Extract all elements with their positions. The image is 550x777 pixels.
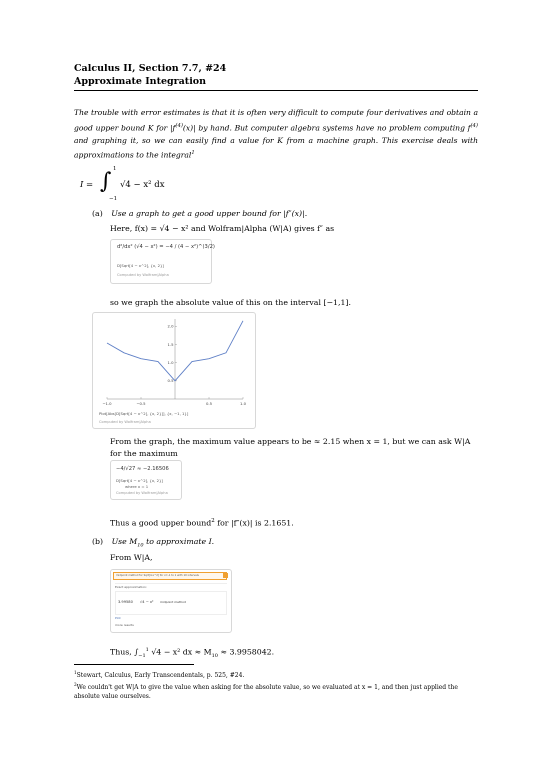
wolfram-result-derivative	[110, 239, 215, 284]
y-tick-label: 1.5	[167, 341, 174, 347]
wa3-plot-link[interactable]: Plot	[115, 616, 121, 620]
wolfram-result-max	[110, 460, 182, 500]
part-b-conclusion	[110, 644, 274, 662]
bound-text-end: for |f″(x)| is 2.1651.	[214, 518, 294, 528]
intro-fourth-b: (4)	[470, 122, 478, 129]
footnote-2	[74, 680, 478, 701]
title-line-1: Calculus II, Section 7.7, #24	[74, 63, 227, 74]
x-tick-label: 1.0	[239, 401, 247, 406]
footnote-2-num: 2	[74, 682, 77, 687]
intro-paragraph	[74, 107, 478, 162]
part-b-title-sub: 10	[137, 542, 144, 549]
intro-text-3: and graphing it, so we can easily find a value for K from a machine graph. This exercise deals with approximations to the integral	[74, 135, 478, 160]
title-line-2: Approximate Integration	[74, 76, 207, 87]
intro-fourth-a: (4)	[175, 122, 183, 129]
wolfram-midpoint-box	[110, 569, 232, 633]
part-a-heading	[92, 209, 307, 218]
part-b-from: From W|A,	[110, 553, 153, 562]
thus-integral-sign: ∫	[134, 647, 139, 657]
integral-integrand: √4 − x² dx	[120, 180, 165, 190]
footnote-rule	[74, 664, 194, 665]
wa1-rhs: −4 / (4 − x²)^(3/2)	[165, 244, 215, 250]
integral-upper: 1	[113, 166, 117, 172]
part-a-bound	[110, 515, 294, 530]
part-a-graph-intro: so we graph the absolute value of this on the interval [−1,1].	[110, 298, 351, 307]
part-b-label: (b)	[92, 537, 104, 546]
x-tick-label: 0.5	[205, 401, 213, 406]
wa1-lhs: d²/dx² (√4 − x²) =	[117, 244, 164, 250]
part-b-heading	[92, 536, 214, 552]
part-a-sentence: Here, f(x) = √4 − x² and Wolfram|Alpha (W|A) gives f″ as	[110, 224, 335, 233]
plot-credit: Computed by Wolfram|Alpha	[99, 420, 151, 424]
wa1-credit: Computed by Wolfram|Alpha	[117, 273, 169, 277]
integral-lower: −1	[109, 196, 118, 202]
wa3-method: midpoint method	[160, 600, 186, 604]
wa3-result-label: Exact approximation:	[115, 585, 147, 589]
wa3-result-pod	[115, 591, 227, 615]
integral-lhs: I =	[80, 180, 94, 190]
abs-second-derivative-plot	[93, 313, 255, 411]
part-a-label: (a)	[92, 209, 103, 218]
wa3-input-text: midpoint method for Sqrt[4-x^2] for x=-1 to 1 with 10 intervals	[116, 574, 199, 577]
bound-text: Thus a good upper bound	[110, 518, 212, 528]
footnote-1	[74, 668, 478, 680]
wa3-input-bar[interactable]	[113, 572, 227, 580]
header-rule	[74, 90, 478, 91]
x-tick-label: −0.5	[136, 401, 146, 406]
wa1-input: D[Sqrt[4 − x^2], {x, 2}]	[117, 263, 164, 268]
wa2-value: −4/√27 ≈ −2.16506	[116, 466, 169, 472]
integral-definition	[80, 166, 280, 206]
part-a-conclusion: From the graph, the maximum value appears to be ≈ 2.15 when x = 1, but we can ask W|A for the maximum	[110, 437, 471, 458]
footnote-ref-2: 2	[211, 518, 215, 524]
wa2-input: D[Sqrt[4 − x^2], {x, 2}]	[116, 478, 163, 483]
thus-lower: −1	[138, 653, 146, 660]
y-tick-label: 1.0	[167, 359, 174, 365]
part-a-title: Use a graph to get a good upper bound for |f″(x)|.	[111, 209, 308, 218]
footnote-1-text: Stewart, Calculus, Early Transcendentals, p. 525, #24.	[76, 672, 245, 679]
integral-sign: ∫	[100, 169, 112, 194]
page-title	[74, 62, 226, 88]
thus-expr: √4 − x² dx ≈ M	[151, 647, 212, 657]
y-tick-label: 0.5	[167, 378, 174, 384]
thus-value: ≈ 3.9958042.	[217, 647, 275, 657]
wa3-divider	[115, 583, 227, 584]
intro-text-1: The trouble with error estimates is that it is often very difficult to compute four derivatives and obtain a good upper bound K for |f	[74, 108, 478, 133]
wa2-when: where x = 1	[125, 484, 149, 489]
wa2-credit: Computed by Wolfram|Alpha	[116, 491, 168, 495]
wa3-value: 3.99580	[118, 600, 133, 604]
wa3-submit-icon[interactable]	[223, 573, 228, 578]
footnote-ref-1: 1	[191, 150, 195, 157]
wa3-integrand: √4 − x²	[140, 600, 154, 604]
plot-input: Plot[Abs[D[Sqrt[4 − x^2], {x, 2}]], {x, −1, 1}]	[99, 411, 189, 416]
thus-sub: 10	[211, 653, 218, 660]
footnote-1-num: 1	[74, 670, 77, 675]
x-tick-label: −1.0	[102, 401, 112, 406]
part-b-title: Use M	[111, 537, 138, 546]
footnotes	[74, 668, 478, 701]
y-tick-label: 2.0	[167, 323, 174, 329]
wa3-more-link[interactable]: more results	[115, 623, 134, 627]
intro-text-2: (x)| by hand. But computer algebra systems have no problem computing f	[182, 123, 471, 133]
wa1-expression	[117, 244, 215, 250]
thus-pre: Thus,	[110, 647, 132, 657]
footnote-2-text: We couldn't get W|A to give the value when asking for the absolute value, so we evaluated at x = 1, and then just applied the absolute value ourselves.	[74, 684, 458, 700]
thus-upper: 1	[145, 647, 149, 653]
wolfram-plot-box	[92, 312, 256, 429]
part-b-title-end: to approximate I.	[143, 537, 215, 546]
